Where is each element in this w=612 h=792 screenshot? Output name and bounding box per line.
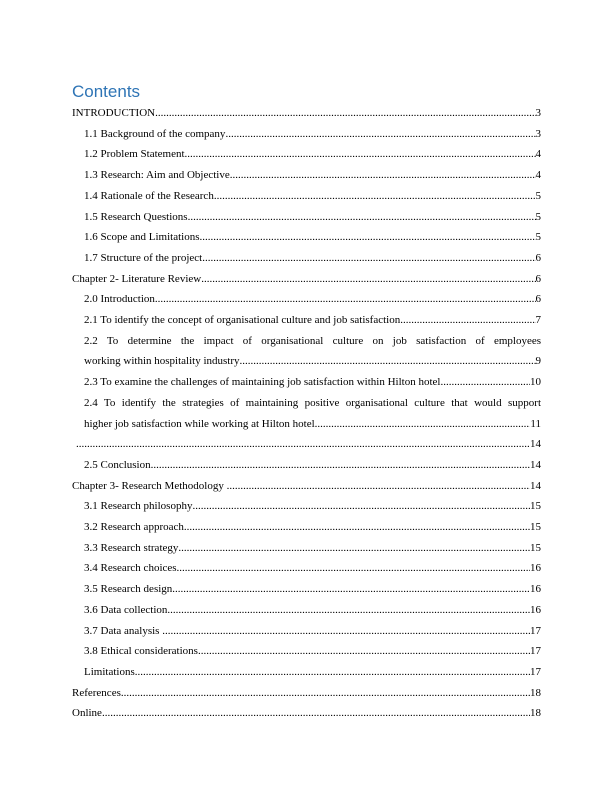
toc-entry-page: 14 (530, 438, 541, 451)
toc-entry-label: 3.8 Ethical considerations (84, 645, 198, 658)
toc-entry[interactable] (72, 144, 541, 165)
toc-entry-label: 2.0 Introduction (84, 293, 155, 306)
dot-leader (230, 165, 536, 186)
dot-leader (167, 600, 530, 621)
toc-entry-page: 10 (530, 376, 541, 389)
toc-entry-label: 3.1 Research philosophy (84, 500, 193, 513)
toc-entry-page: 6 (535, 251, 541, 264)
dot-leader (121, 683, 530, 704)
dot-leader (188, 207, 536, 228)
toc-entry-label: 1.5 Research Questions (84, 210, 188, 223)
toc-entry[interactable] (72, 579, 541, 600)
toc-entry-label: 1.1 Background of the company (84, 127, 226, 140)
toc-entry-page: 6 (535, 293, 541, 306)
toc-entry-label-line2: working within hospitality industry (84, 355, 240, 368)
toc-entry[interactable] (72, 641, 541, 662)
toc-entry[interactable] (72, 186, 541, 207)
toc-entry[interactable] (72, 455, 541, 476)
toc-entry[interactable] (72, 538, 541, 559)
toc-entry-page: 14 (530, 458, 541, 471)
toc-entry[interactable] (72, 310, 541, 331)
toc-entry-label: Chapter 2- Literature Review (72, 272, 202, 285)
toc-entry-page: 5 (535, 210, 541, 223)
toc-entry-page: 3 (535, 127, 541, 140)
toc-entry-label-line1: 2.4 To identify the strategies of maintaining positive organisational culture that would support (84, 396, 541, 409)
toc-entry-label: 1.6 Scope and Limitations (84, 231, 200, 244)
toc-entry-page: 15 (530, 521, 541, 534)
toc-entry-blank[interactable] (72, 434, 541, 455)
toc-entry-label: References (72, 686, 121, 699)
toc-entry[interactable] (72, 124, 541, 145)
dot-leader (198, 641, 530, 662)
toc-page (72, 82, 541, 724)
toc-entry[interactable] (72, 683, 541, 704)
dot-leader (178, 538, 530, 559)
toc-entry[interactable] (72, 331, 541, 372)
dot-leader (155, 103, 535, 124)
toc-entry-label: 2.3 To examine the challenges of maintaining job satisfaction within Hilton hotel (84, 376, 441, 389)
toc-entry-label: Limitations (84, 665, 135, 678)
dot-leader (76, 434, 530, 455)
toc-entry-page: 4 (535, 169, 541, 182)
dot-leader (155, 289, 536, 310)
toc-entry[interactable] (72, 476, 541, 497)
toc-entry[interactable] (72, 393, 541, 434)
toc-entry-label: 2.5 Conclusion (84, 458, 151, 471)
toc-entry[interactable] (72, 207, 541, 228)
toc-entry-page: 5 (535, 189, 541, 202)
toc-entry-page: 17 (530, 665, 541, 678)
toc-entry-label: 2.1 To identify the concept of organisational culture and job satisfaction (84, 314, 401, 327)
toc-entry-label-line2: higher job satisfaction while working at Hilton hotel (84, 417, 315, 430)
toc-entry-label: INTRODUCTION (72, 107, 156, 119)
dot-leader (135, 662, 530, 683)
toc-entry-label: 3.7 Data analysis (84, 624, 163, 637)
dot-leader (185, 144, 536, 165)
dot-leader (177, 558, 530, 579)
toc-entry-page: 9 (535, 355, 541, 368)
toc-entry-label: 1.4 Rationale of the Research (84, 189, 214, 202)
toc-entry-page: 14 (530, 479, 541, 492)
toc-entry-page: 15 (530, 500, 541, 513)
toc-entry[interactable] (72, 165, 541, 186)
toc-entry-page: 5 (535, 231, 541, 244)
toc-entry-label: Chapter 3- Research Methodology (72, 479, 227, 492)
toc-entry-label: 1.7 Structure of the project (84, 251, 203, 264)
toc-entry-page: 18 (530, 686, 541, 699)
toc-entry[interactable] (72, 662, 541, 683)
dot-leader (225, 124, 535, 145)
toc-entry[interactable] (72, 600, 541, 621)
toc-entry-page: 17 (530, 645, 541, 658)
toc-entry-page: 15 (530, 541, 541, 554)
toc-entry-page: 6 (535, 272, 541, 285)
toc-entry[interactable] (72, 496, 541, 517)
toc-entry[interactable] (72, 621, 541, 642)
dot-leader (440, 372, 530, 393)
toc-entry[interactable] (72, 289, 541, 310)
toc-entry[interactable] (72, 372, 541, 393)
dot-leader (400, 310, 535, 331)
toc-entry-label: 3.3 Research strategy (84, 541, 179, 554)
dot-leader (151, 455, 530, 476)
toc-entry[interactable] (72, 227, 541, 248)
toc-entry[interactable] (72, 517, 541, 538)
dot-leader (240, 351, 536, 372)
toc-entry[interactable] (72, 248, 541, 269)
toc-entry-label: 1.2 Problem Statement (84, 148, 185, 161)
toc-entry-label: 3.2 Research approach (84, 521, 184, 534)
toc-entry-page: 16 (530, 603, 541, 616)
toc-entry-label: 1.3 Research: Aim and Objective (84, 169, 230, 182)
toc-list (72, 103, 541, 724)
toc-entry-label-line1: 2.2 To determine the impact of organisational culture on job satisfaction of employees (84, 334, 541, 347)
toc-entry[interactable] (72, 269, 541, 290)
toc-entry-label: 3.6 Data collection (84, 603, 168, 616)
dot-leader (184, 517, 530, 538)
toc-entry[interactable] (72, 558, 541, 579)
toc-entry-page: 16 (530, 562, 541, 575)
toc-entry-page: 18 (530, 707, 541, 720)
toc-entry-label: Online (72, 707, 102, 720)
toc-entry-page: 16 (530, 583, 541, 596)
dot-leader (102, 703, 530, 724)
toc-entry-page: 17 (530, 624, 541, 637)
toc-entry-page: 7 (535, 314, 541, 327)
toc-entry-page: 4 (535, 148, 541, 161)
toc-entry[interactable] (72, 703, 541, 724)
dot-leader (192, 496, 530, 517)
dot-leader (199, 227, 535, 248)
toc-entry-page: 3 (535, 107, 541, 119)
dot-leader (214, 186, 536, 207)
dot-leader (227, 476, 530, 497)
toc-entry[interactable] (72, 103, 541, 124)
dot-leader (162, 621, 530, 642)
dot-leader (202, 248, 535, 269)
toc-entry-label: 3.4 Research choices (84, 562, 177, 575)
toc-heading: Contents (72, 82, 141, 101)
dot-leader (315, 414, 531, 435)
dot-leader (172, 579, 530, 600)
toc-entry-page: 11 (530, 417, 541, 430)
toc-entry-label: 3.5 Research design (84, 583, 173, 596)
dot-leader (201, 269, 535, 290)
